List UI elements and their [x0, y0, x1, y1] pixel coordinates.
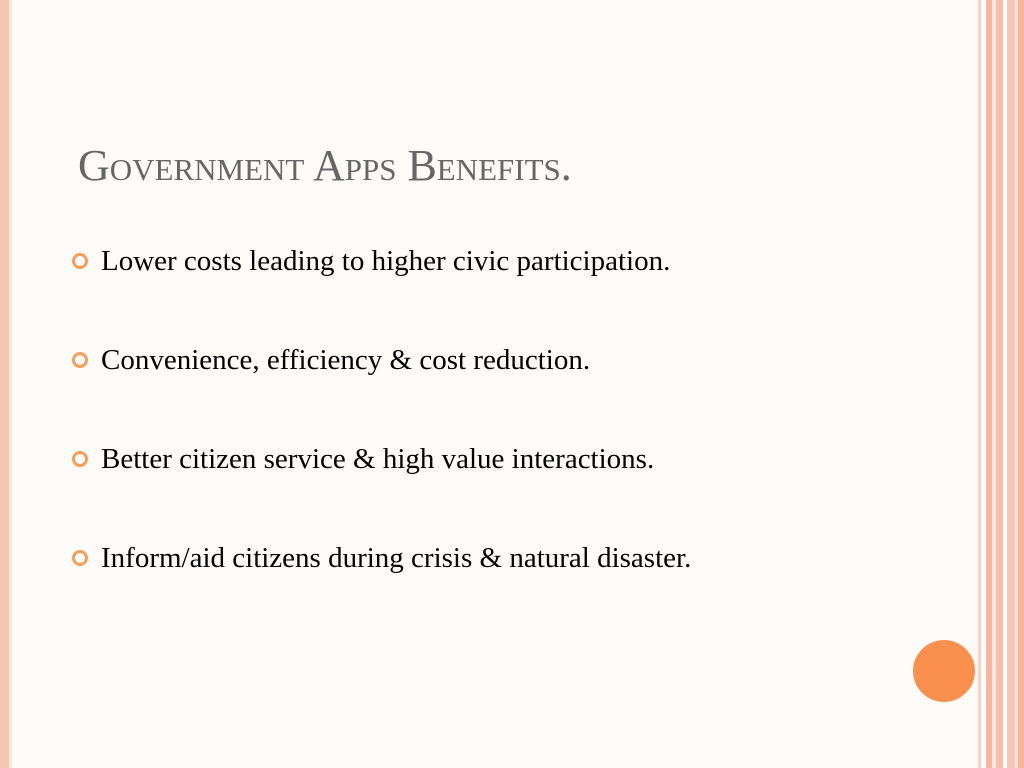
bullet-item — [72, 533, 691, 583]
bullet-list — [72, 236, 691, 632]
bullet-text: Convenience, efficiency & cost reduction. — [101, 343, 591, 376]
bullet-text: Better citizen service & high value interactions. — [101, 442, 655, 475]
right-border-stripe — [1007, 0, 1015, 768]
orange-circle-decoration — [913, 640, 975, 702]
bullet-item — [72, 236, 691, 286]
slide-title: Government Apps Benefits. — [78, 141, 572, 190]
right-border-stripe — [1018, 0, 1024, 768]
right-border-stripe — [996, 0, 1003, 768]
bullet-icon — [72, 253, 88, 269]
bullet-icon — [72, 352, 88, 368]
bullet-icon — [72, 550, 88, 566]
bullet-text: Lower costs leading to higher civic participation. — [101, 244, 671, 277]
bullet-icon — [72, 451, 88, 467]
left-border — [0, 0, 9, 768]
bullet-text: Inform/aid citizens during crisis & natural disaster. — [101, 541, 692, 574]
bullet-item — [72, 335, 691, 385]
bullet-item — [72, 434, 691, 484]
